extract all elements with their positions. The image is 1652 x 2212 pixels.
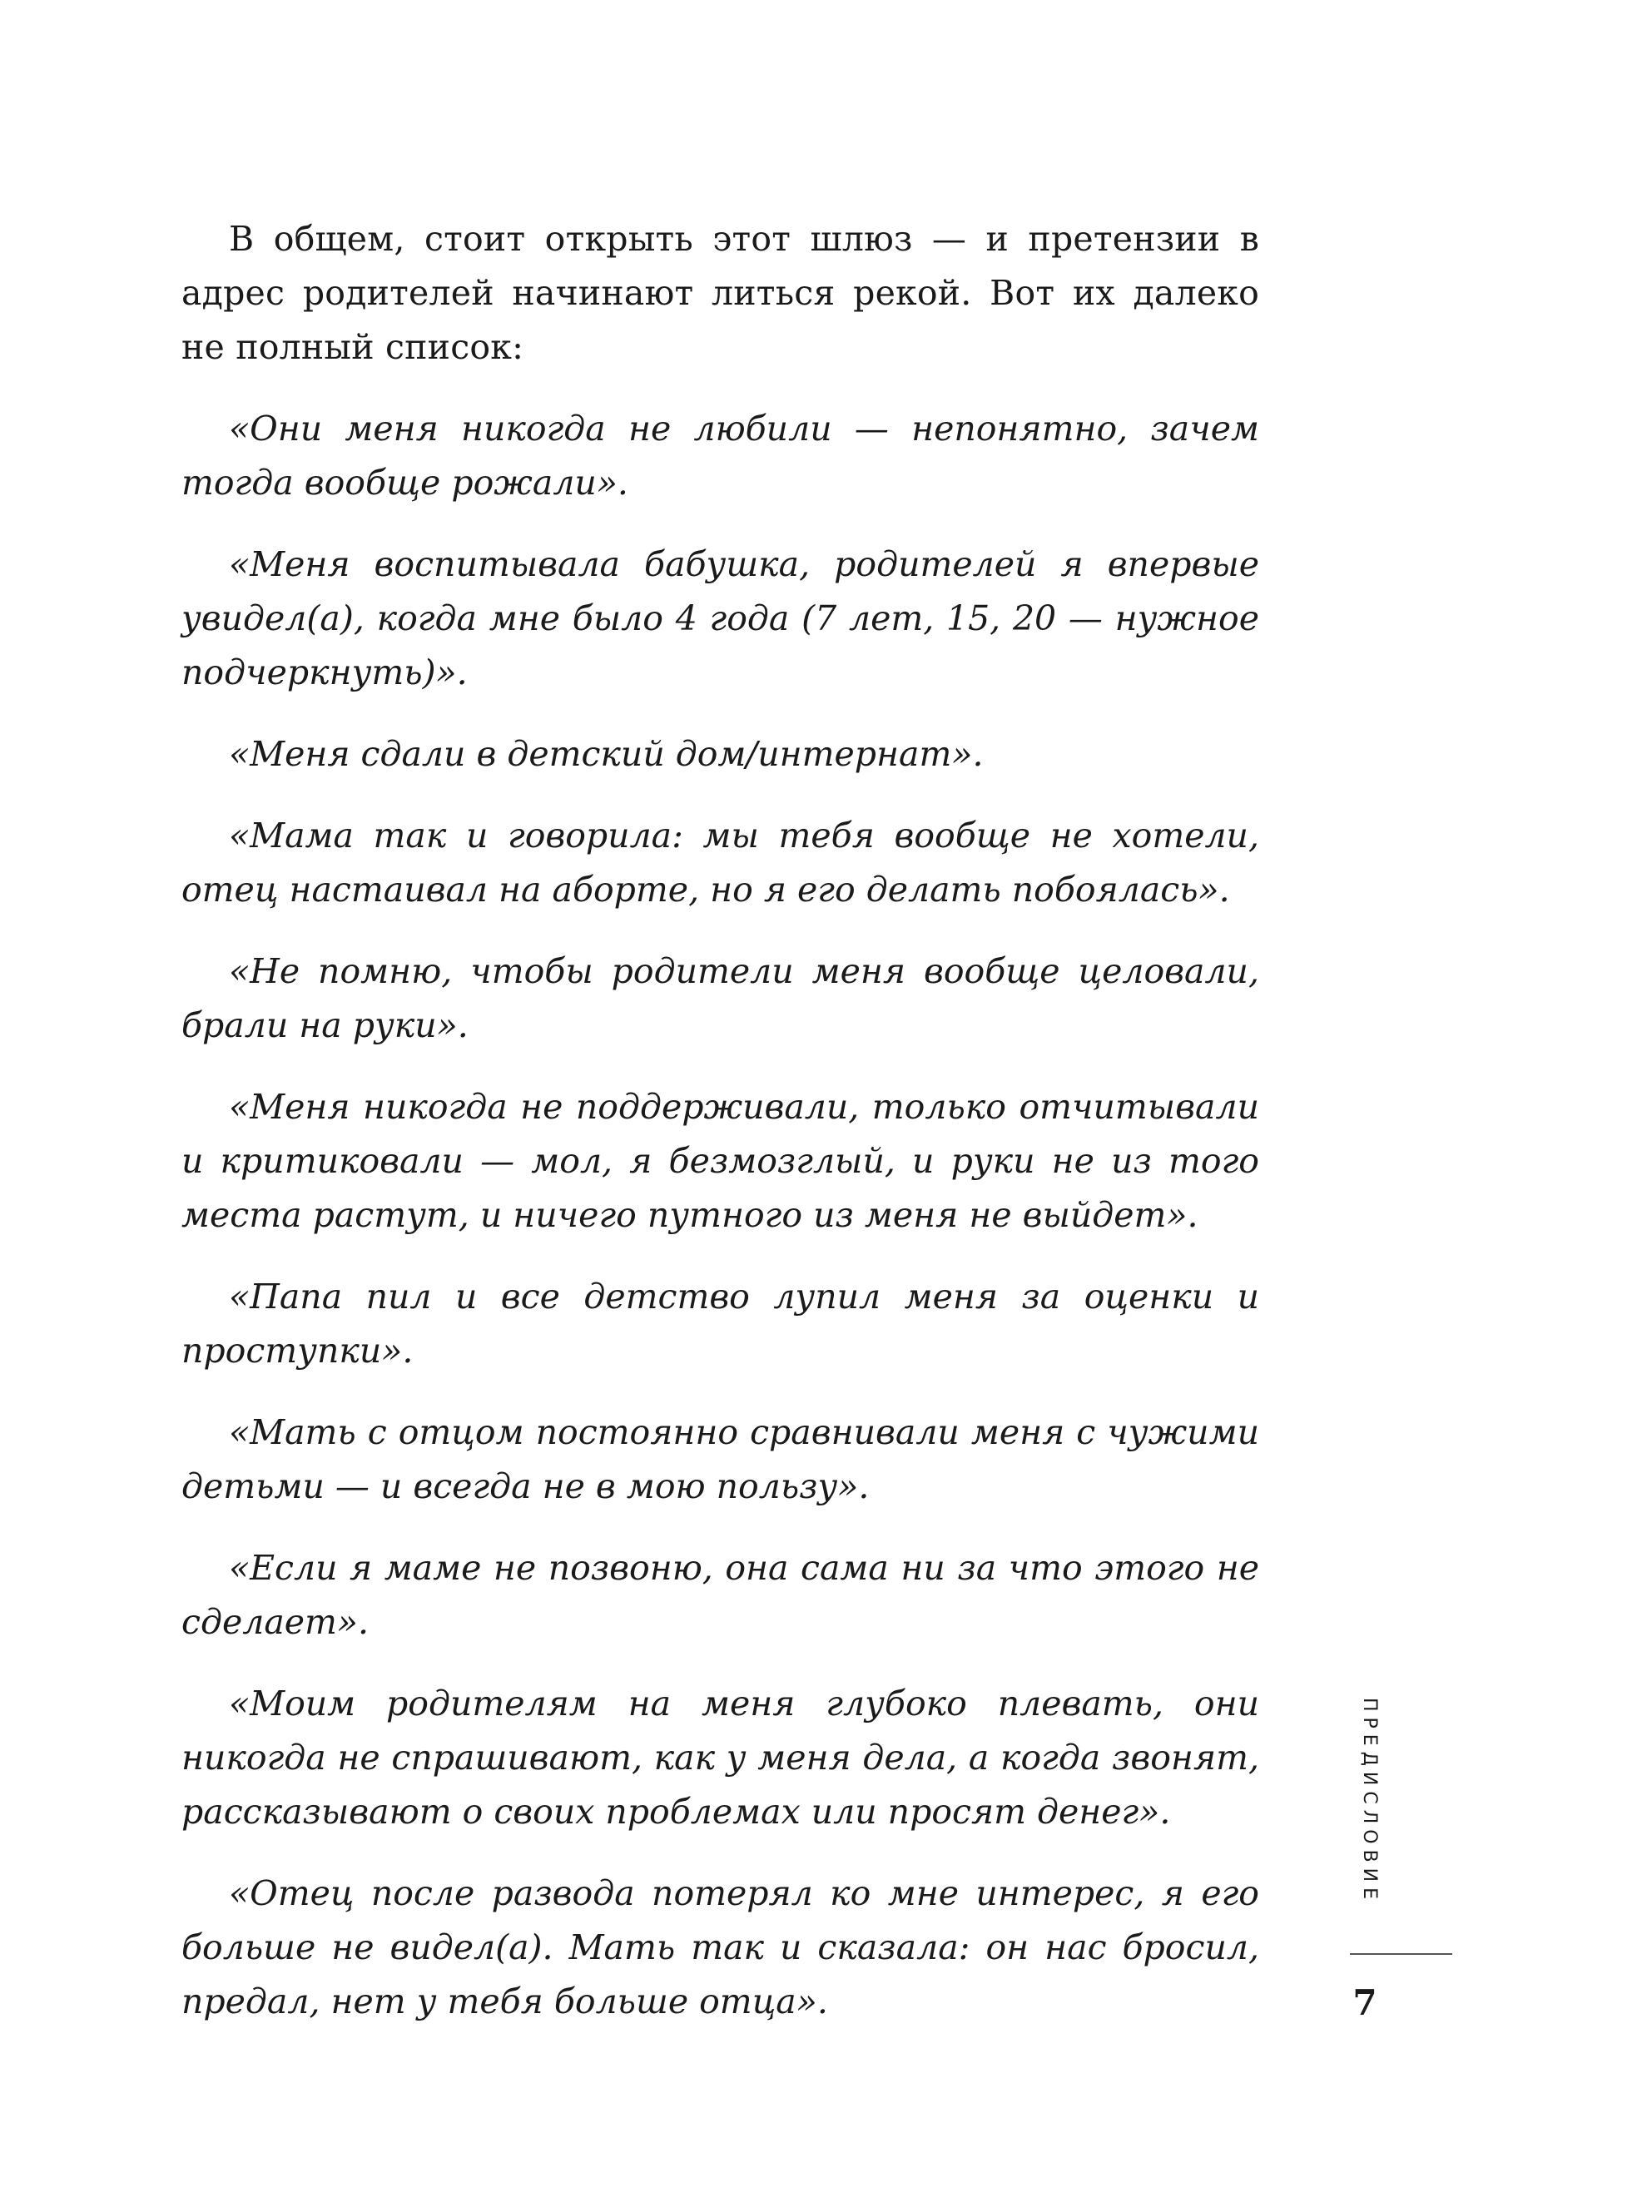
quote-paragraph: «Меня сдали в детский дом/интернат». [229, 734, 984, 774]
running-head: ПРЕДИСЛОВИЕ [1359, 1698, 1380, 1906]
quote-paragraph: «Меня никогда не поддерживали, только отчитывали и критиковали — мол, я безмозглый, и руки не из того места растут, и ничего путного из меня не выйдет». [181, 1087, 1259, 1235]
quote-paragraph: «Если я маме не позвоню, она сама ни за что этого не сделает». [181, 1548, 1259, 1642]
quote-paragraph: «Моим родителям на меня глубоко плевать, они никогда не спрашивают, как у меня дела, а когда звонят, рассказывают о своих проблемах или просят денег». [181, 1684, 1259, 1832]
intro-paragraph: В общем, стоит открыть этот шлюз — и претензии в адрес родителей начинают литься рекой. Вот их далеко не полный список: [181, 219, 1259, 367]
body-text [181, 212, 1259, 2056]
quote-paragraph: «Папа пил и все детство лупил меня за оценки и проступки». [181, 1277, 1259, 1371]
quote-paragraph: «Меня воспитывала бабушка, родителей я впервые увидел(а), когда мне было 4 года (7 лет, 15, 20 — нужное подчеркнуть)». [181, 544, 1259, 692]
page-number: 7 [1352, 1982, 1377, 2023]
divider-rule [1350, 1953, 1452, 1955]
quote-paragraph: «Не помню, чтобы родители меня вообще целовали, брали на руки». [181, 951, 1259, 1045]
quote-paragraph: «Они меня никогда не любили — непонятно, зачем тогда вообще рожали». [181, 409, 1259, 503]
quote-paragraph: «Отец после развода потерял ко мне интерес, я его больше не видел(а). Мать так и сказала: он нас бросил, предал, нет у тебя больше отца». [181, 1873, 1259, 2021]
quote-paragraph: «Мать с отцом постоянно сравнивали меня с чужими детьми — и всегда не в мою пользу». [181, 1412, 1259, 1506]
quote-paragraph: «Мама так и говорила: мы тебя вообще не хотели, отец настаивал на аборте, но я его делать побоялась». [181, 816, 1259, 910]
